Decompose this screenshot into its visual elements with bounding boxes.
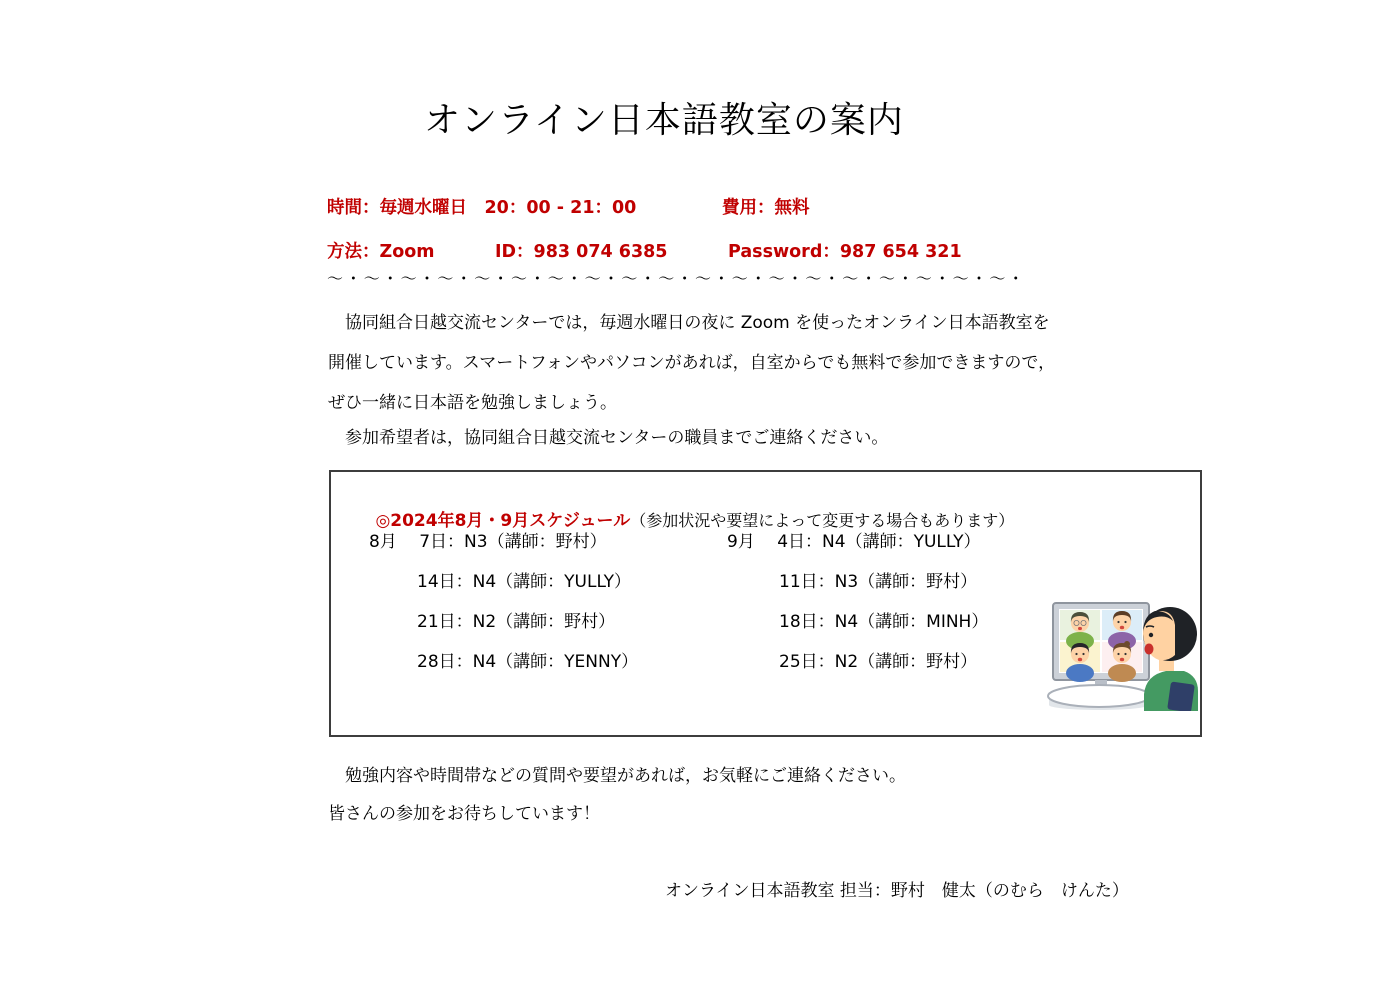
schedule-note: （参加状況や要望によって変更する場合もあります）	[630, 511, 1015, 530]
info-time: 時間：毎週水曜日 20：00 - 21：00	[327, 198, 637, 218]
schedule-row-aug-14: 14日：N4（講師：YULLY）	[417, 572, 632, 592]
desk	[1048, 685, 1150, 707]
closing-line-2: 皆さんの参加をお待ちしています！	[328, 804, 600, 824]
page-title: オンライン日本語教室の案内	[424, 100, 904, 141]
footer-contact: オンライン日本語教室 担当：野村 健太（のむら けんた）	[665, 881, 1129, 901]
paragraph-line: ぜひ一緒に日本語を勉強しましょう。	[328, 393, 617, 413]
schedule-box	[329, 470, 1202, 737]
schedule-row-sep-11: 11日：N3（講師：野村）	[779, 572, 978, 592]
chair-back	[1167, 681, 1195, 711]
schedule-row-aug-7: 8月 7日：N3（講師：野村）	[369, 532, 607, 552]
paragraph-line: 参加希望者は，協同組合日越交流センターの職員までご連絡ください。	[328, 428, 889, 448]
wavy-divider: ～・～・～・～・～・～・～・～・～・～・～・～・～・～・～・～・～・～・～・	[327, 269, 1027, 288]
schedule-row-aug-28: 28日：N4（講師：YENNY）	[417, 652, 639, 672]
info-meeting-id: ID：983 074 6385	[495, 242, 668, 262]
schedule-heading: ◎2024年8月・9月スケジュール	[375, 511, 631, 531]
schedule-row-aug-21: 21日：N2（講師：野村）	[417, 612, 616, 632]
info-password: Password：987 654 321	[728, 242, 962, 262]
paragraph-line: 開催しています。スマートフォンやパソコンがあれば，自室からでも無料で参加できますので，	[328, 353, 1056, 373]
video-call-illustration	[1047, 597, 1199, 711]
schedule-row-sep-18: 18日：N4（講師：MINH）	[779, 612, 989, 632]
schedule-row-sep-25: 25日：N2（講師：野村）	[779, 652, 978, 672]
schedule-row-sep-4: 9月 4日：N4（講師：YULLY）	[727, 532, 981, 552]
info-method: 方法：Zoom	[327, 242, 435, 262]
paragraph-line: 協同組合日越交流センターでは，毎週水曜日の夜に Zoom を使ったオンライン日本語教室を	[328, 313, 1050, 333]
closing-line-1: 勉強内容や時間帯などの質問や要望があれば，お気軽にご連絡ください。	[328, 766, 906, 786]
info-fee: 費用：無料	[722, 198, 810, 218]
